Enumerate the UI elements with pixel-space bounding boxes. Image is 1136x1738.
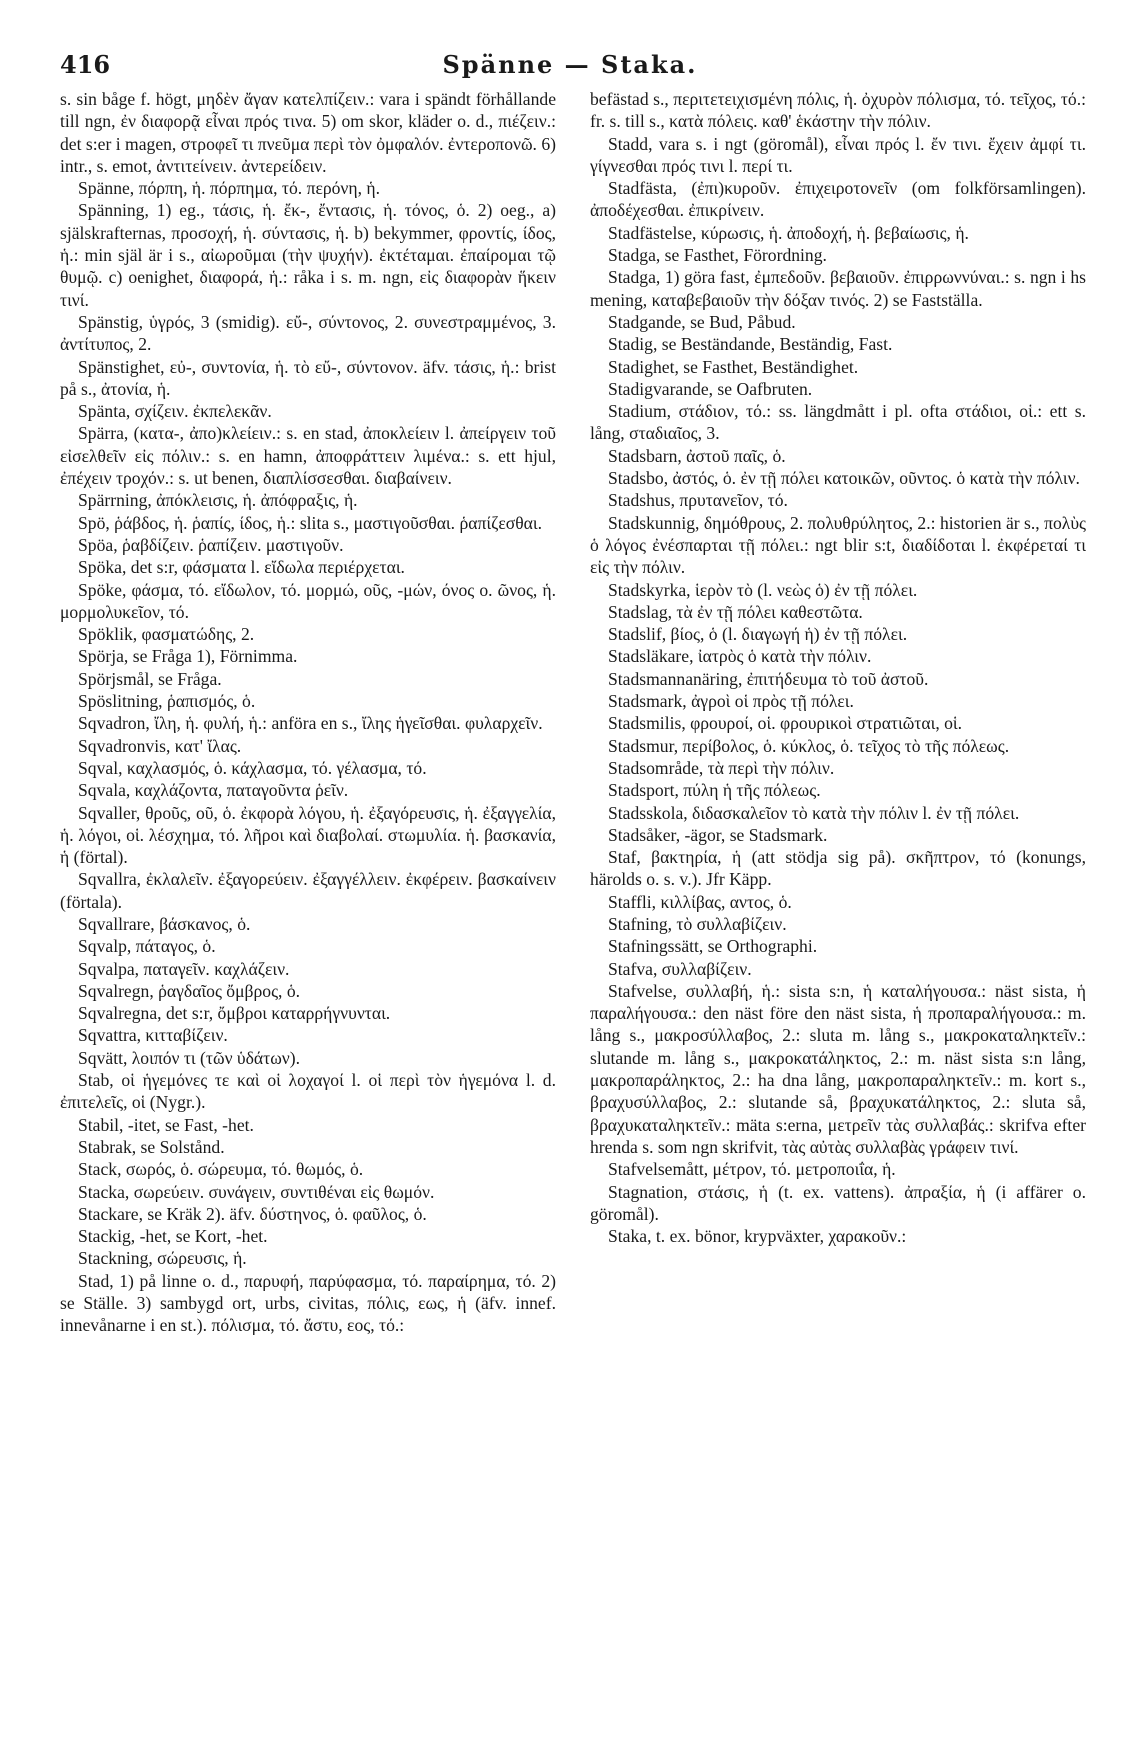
dictionary-entry: Stadslif, βίος, ὁ (l. διαγωγή ἡ) ἐν τῇ πόλει. bbox=[608, 624, 908, 645]
dictionary-entry: Stadga, 1) göra fast, ἐμπεδοῦν. βεβαιοῦν. ἐπιρρωννύναι.: s. ngn i hs mening, καταβεβαιοῦν τὴν δόξαν τινός. 2) se Fastställa. bbox=[590, 267, 1086, 310]
dictionary-entry: Stadsmark, ἀγροὶ οἱ πρὸς τῇ πόλει. bbox=[608, 691, 854, 712]
page-number: 416 bbox=[60, 50, 111, 79]
dictionary-entry: Stadsområde, τὰ περὶ τὴν πόλιν. bbox=[608, 757, 835, 778]
dictionary-entry: Stadsläkare, ἰατρὸς ὁ κατὰ τὴν πόλιν. bbox=[608, 646, 872, 667]
dictionary-entry: Stackig, -het, se Kort, -het. bbox=[78, 1226, 268, 1247]
dictionary-entry: Stafvelsemått, μέτρον, τό. μετροποιΐα, ἡ. bbox=[608, 1159, 896, 1180]
dictionary-entry: Stadsmannanäring, ἐπιτήδευμα τὸ τοῦ ἀστοῦ. bbox=[608, 668, 929, 689]
dictionary-entry: Sqvalregn, ῥαγδαῖος ὄμβρος, ὁ. bbox=[78, 980, 301, 1001]
dictionary-entry: s. sin båge f. högt, μηδὲν ἄγαν κατελπίζειν.: vara i spändt förhållande till ngn, ἐν διαφορᾷ εἶναι πρός τινα. 5) om skor, kläder o. d., πιέζειν.: det s:er i magen, στροφεῖ τι πνεῦμα περὶ τὸν ὀμφαλόν. ἐντεροπονῶ. 6) intr., s. emot, ἀντιτείνειν. ἀντερείδειν. bbox=[60, 89, 556, 176]
dictionary-entry: Stack, σωρός, ὁ. σώρευμα, τό. θωμός, ὁ. bbox=[78, 1159, 364, 1180]
dictionary-entry: Stadsbarn, ἀστοῦ παῖς, ὁ. bbox=[608, 445, 786, 466]
dictionary-entry: Sqvalp, πάταγος, ὁ. bbox=[78, 936, 216, 957]
dictionary-entry: Stadfästelse, κύρωσις, ἡ. ἀποδοχή, ἡ. βεβαίωσις, ἡ. bbox=[608, 222, 969, 243]
dictionary-entry: Spöke, φάσμα, τό. εἴδωλον, τό. μορμώ, οῦς, -μών, όνος o. ῶνος, ἡ. μορμολυκεῖον, τό. bbox=[60, 579, 556, 622]
dictionary-entry: Stagnation, στάσις, ἡ (t. ex. vattens). ἀπραξία, ἡ (i affärer o. göromål). bbox=[590, 1181, 1086, 1224]
dictionary-entry: Spänne, πόρπη, ἡ. πόρπημα, τό. περόνη, ἡ. bbox=[78, 178, 380, 199]
dictionary-entry: Stadd, vara s. i ngt (göromål), εἶναι πρός l. ἔν τινι. ἔχειν ἀμφί τι. γίγνεσθαι πρός τινι l. περί τι. bbox=[590, 133, 1086, 176]
dictionary-entry: Stadium, στάδιον, τό.: ss. längdmått i pl. ofta στάδιοι, οἱ.: ett s. lång, σταδιαῖος, 3. bbox=[590, 401, 1086, 444]
dictionary-entry: Spöslitning, ῥαπισμός, ὁ. bbox=[78, 691, 256, 712]
dictionary-entry: Staffli, κιλλίβας, αντος, ὁ. bbox=[608, 891, 792, 912]
dictionary-entry: Stadgande, se Bud, Påbud. bbox=[608, 311, 796, 332]
right-column bbox=[590, 88, 1086, 1247]
dictionary-entry: Stadsåker, -ägor, se Stadsmark. bbox=[608, 824, 828, 845]
dictionary-entry: Sqval, καχλασμός, ὁ. κάχλασμα, τό. γέλασμα, τό. bbox=[78, 757, 427, 778]
running-head: Spänne — Staka. bbox=[442, 50, 698, 79]
dictionary-entry: Spöa, ῥαβδίζειν. ῥαπίζειν. μαστιγοῦν. bbox=[78, 534, 344, 555]
dictionary-entry: Stab, οἱ ἡγεμόνες τε καὶ οἱ λοχαγοί l. οἱ περὶ τὸν ἡγεμόνα l. d. ἐπιτελεῖς, οἱ (Nygr.). bbox=[60, 1070, 556, 1113]
dictionary-entry: Sqvattra, κιτταβίζειν. bbox=[78, 1025, 228, 1046]
dictionary-entry: Spö, ῥάβδος, ἡ. ῥαπίς, ίδος, ἡ.: slita s., μαστιγοῦσθαι. ῥαπίζεσθαι. bbox=[78, 512, 543, 533]
dictionary-entry: Stadsmur, περίβολος, ὁ. κύκλος, ὁ. τεῖχος τὸ τῆς πόλεως. bbox=[608, 735, 1010, 756]
dictionary-entry: Sqvallra, ἐκλαλεῖν. ἐξαγορεύειν. ἐξαγγέλλειν. ἐκφέρειν. βασκαίνειν (förtala). bbox=[60, 869, 556, 912]
dictionary-entry: Stadga, se Fasthet, Förordning. bbox=[608, 245, 827, 266]
dictionary-entry: Stacka, σωρεύειν. συνάγειν, συντιθέναι εἰς θωμόν. bbox=[78, 1181, 435, 1202]
dictionary-entry: Stafvelse, συλλαβή, ἡ.: sista s:n, ἡ καταλήγουσα.: näst sista, ἡ παραλήγουσα.: den näst före den näst sista, ἡ προπαραλήγουσα.: m. lång s., μακροσύλλαβος, 2.: sluta m. lång s., μακροκαταληκτεῖν.: slutande m. lång s., μακροκατάληκτος, 2.: m. näst sista s:n lång, μακροπαράληκτος, 2.: ha dna lång, μακροπαραληκτεῖν.: m. kort s., βραχυσύλλαβος, 2.: slutande så, βραχυκατάληκτος, 2.: sluta så, βραχυκαταληκτεῖν.: mäta s:erna, μετρεῖν τὰς συλλαβάς.: skrifva efter hrenda s. som ngn skrifvit, τὰς αὐτὰς συλλαβὰς γράφειν τινί. bbox=[590, 980, 1086, 1157]
dictionary-entry: Sqvätt, λοιπόν τι (τῶν ὑδάτων). bbox=[78, 1047, 301, 1068]
dictionary-entry: Spänstighet, εὐ-, συντονία, ἡ. τὸ εὔ-, σύντονον. äfv. τάσις, ἡ.: brist på s., ἀτονία, ἡ. bbox=[60, 356, 556, 399]
dictionary-entry: Sqvalregna, det s:r, ὄμβροι καταρρήγνυνται. bbox=[78, 1003, 391, 1024]
dictionary-entry: Spörja, se Fråga 1), Förnimma. bbox=[78, 646, 298, 667]
dictionary-entry: Stadslag, τὰ ἐν τῇ πόλει καθεστῶτα. bbox=[608, 601, 863, 622]
dictionary-entry: Stadighet, se Fasthet, Beständighet. bbox=[608, 356, 859, 377]
dictionary-entry: Spänstig, ὑγρός, 3 (smidig). εὔ-, σύντονος, 2. συνεστραμμένος, 3. ἀντίτυπος, 2. bbox=[60, 311, 556, 355]
dictionary-entry: Spänning, 1) eg., τάσις, ἡ. ἔκ-, ἔντασις, ἡ. τόνος, ὁ. 2) oeg., a) själskrafternas, προσοχή, ἡ. σύντασις, ἡ. b) bekymmer, φροντίς, ίδος, ἡ.: min själ är i s., αἰωροῦμαι (τὴν ψυχήν). ἐκτέταμαι. ἐπαίρομαι τῷ θυμῷ. c) oenighet, διαφορά, ἡ.: råka i s. m. ngn, εἰς διαφορὰν ἥκειν τινί. bbox=[60, 200, 556, 310]
dictionary-entry: Sqvala, καχλάζοντα, παταγοῦντα ῥεῖν. bbox=[78, 780, 349, 801]
page-header bbox=[60, 50, 1080, 80]
dictionary-entry: Sqvadronvis, κατ' ἴλας. bbox=[78, 735, 242, 756]
dictionary-entry: Staka, t. ex. bönor, krypväxter, χαρακοῦν.: bbox=[608, 1226, 907, 1247]
dictionary-entry: Staf, βακτηρία, ἡ (att stödja sig på). σκῆπτρον, τό (konungs, härolds o. s. v.). Jfr Käpp. bbox=[590, 847, 1086, 890]
dictionary-entry: Spöka, det s:r, φάσματα l. εἴδωλα περιέρχεται. bbox=[78, 557, 405, 578]
dictionary-entry: Stadig, se Beständande, Beständig, Fast. bbox=[608, 334, 893, 355]
dictionary-entry: Stadigvarande, se Oafbruten. bbox=[608, 378, 813, 399]
dictionary-entry: Stackning, σώρευσις, ἡ. bbox=[78, 1248, 247, 1269]
dictionary-entry: Stackare, se Kräk 2). äfv. δύστηνος, ὁ. φαῦλος, ὁ. bbox=[78, 1203, 427, 1224]
dictionary-entry: Stadsport, πύλη ἡ τῆς πόλεως. bbox=[608, 780, 821, 801]
dictionary-entry: Stadsmilis, φρουροί, οἱ. φρουρικοὶ στρατιῶται, οἱ. bbox=[608, 713, 963, 734]
dictionary-entry: Stafningssätt, se Orthographi. bbox=[608, 936, 818, 957]
dictionary-entry: Stadsskola, διδασκαλεῖον τὸ κατὰ τὴν πόλιν l. ἐν τῇ πόλει. bbox=[608, 802, 1020, 823]
dictionary-entry: Sqvallrare, βάσκανος, ὁ. bbox=[78, 913, 251, 934]
left-column bbox=[60, 88, 556, 1337]
dictionary-entry: Stadskunnig, δημόθρους, 2. πολυθρύλητος, 2.: historien är s., πολὺς ὁ λόγος ἐνέσπαρται τῇ πόλει.: ngt blir s:t, διαδίδοται l. ἐκφέρεταί τι εἰς τὴν πόλιν. bbox=[590, 512, 1086, 578]
dictionary-entry: Spärra, (κατα-, ἀπο)κλείειν.: s. en stad, ἀποκλείειν l. ἀπείργειν τοῦ εἰσελθεῖν εἰς πόλιν.: s. en hamn, ἀποφράττειν λιμένα.: s. ett hjul, ἐπέχειν τροχόν.: s. ut benen, διαπλίσσεσθαι. διαβαίνειν. bbox=[60, 423, 556, 489]
dictionary-entry: Stad, 1) på linne o. d., παρυφή, παρύφασμα, τό. παραίρημα, τό. 2) se Ställe. 3) sambygd ort, urbs, civitas, πόλις, εως, ἡ (äfv. innef. innevånarne i en st.). πόλισμα, τό. ἄστυ, εος, τό.: bbox=[60, 1270, 556, 1336]
dictionary-entry: Stadsbo, ἀστός, ὁ. ἐν τῇ πόλει κατοικῶν, οῦντος. ὁ κατὰ τὴν πόλιν. bbox=[608, 468, 1080, 489]
dictionary-entry: Spänta, σχίζειν. ἐκπελεκᾶν. bbox=[78, 401, 272, 422]
dictionary-entry: Stafning, τὸ συλλαβίζειν. bbox=[608, 913, 787, 934]
dictionary-entry: Spöklik, φασματώδης, 2. bbox=[78, 624, 255, 645]
dictionary-entry: Stabil, -itet, se Fast, -het. bbox=[78, 1114, 254, 1135]
dictionary-entry: Spärrning, ἀπόκλεισις, ἡ. ἀπόφραξις, ἡ. bbox=[78, 490, 358, 511]
dictionary-entry: Spörjsmål, se Fråga. bbox=[78, 668, 222, 689]
dictionary-entry: befästad s., περιτετειχισμένη πόλις, ἡ. ὀχυρὸν πόλισμα, τό. τεῖχος, τό.: fr. s. till s., κατὰ πόλεις. καθ' ἑκάστην τὴν πόλιν. bbox=[590, 89, 1086, 132]
dictionary-entry: Stafva, συλλαβίζειν. bbox=[608, 958, 752, 979]
dictionary-entry: Sqvadron, ἴλη, ἡ. φυλή, ἡ.: anföra en s., ἴλης ἡγεῖσθαι. φυλαρχεῖν. bbox=[78, 713, 543, 734]
dictionary-entry: Sqvaller, θροῦς, οῦ, ὁ. ἐκφορὰ λόγου, ἡ. ἐξαγόρευσις, ἡ. ἐξαγγελία, ἡ. λόγοι, οἱ. λέσχημα, τό. λῆροι καὶ διαβολαί. στωμυλία. ἡ. βασκανία, ἡ (förtal). bbox=[60, 802, 556, 868]
dictionary-entry: Sqvalpa, παταγεῖν. καχλάζειν. bbox=[78, 958, 290, 979]
dictionary-entry: Stadskyrka, ἱερὸν τὸ (l. νεὼς ὁ) ἐν τῇ πόλει. bbox=[608, 579, 918, 600]
dictionary-entry: Stadfästa, (ἐπι)κυροῦν. ἐπιχειροτονεῖν (om folkförsamlingen). ἀποδέχεσθαι. ἐπικρίνειν. bbox=[590, 178, 1086, 221]
dictionary-entry: Stadshus, πρυτανεῖον, τό. bbox=[608, 490, 788, 511]
dictionary-entry: Stabrak, se Solstånd. bbox=[78, 1136, 225, 1157]
